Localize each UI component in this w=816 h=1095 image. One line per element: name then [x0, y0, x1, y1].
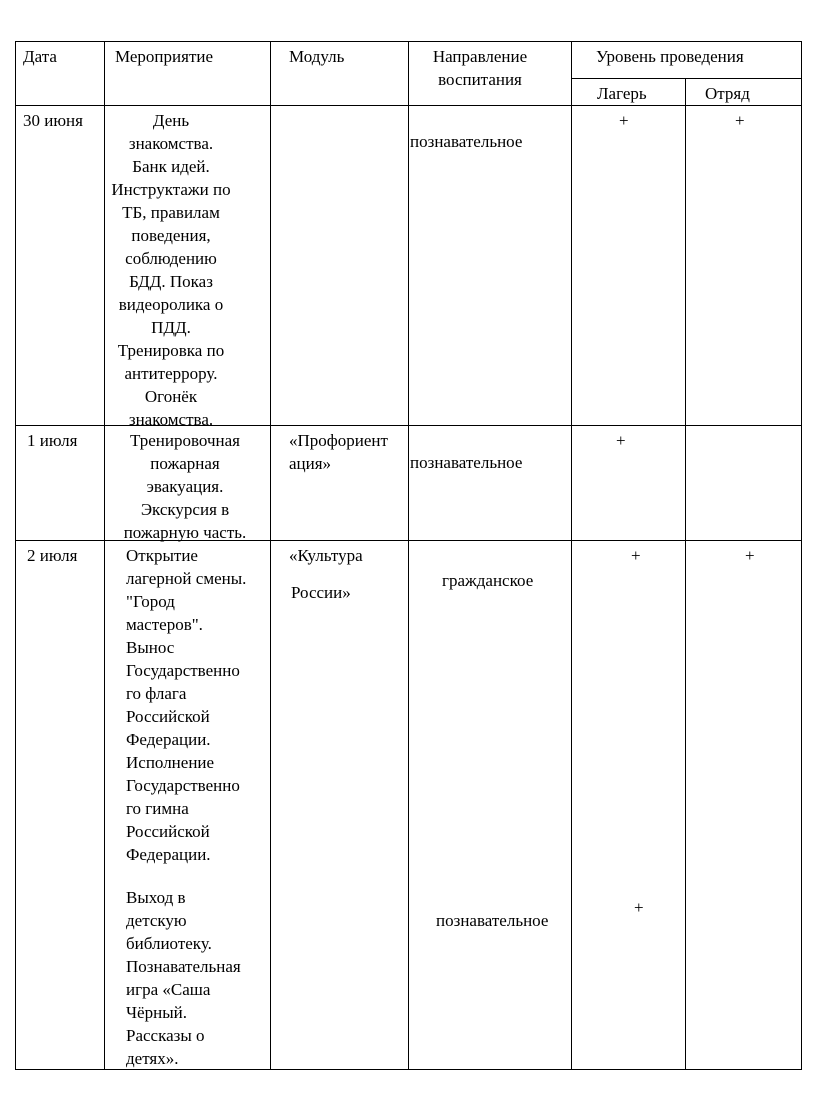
col-divider-camp: [685, 78, 686, 1070]
header-squad: Отряд: [705, 84, 750, 103]
row2-date: 1 июля: [27, 431, 78, 450]
row1-squad: +: [735, 111, 745, 130]
row3-module-line1: «Культура: [289, 546, 363, 565]
row3-date: 2 июля: [27, 546, 78, 565]
row3-direction-part2: познавательное: [436, 911, 549, 930]
row3-direction-part1: гражданское: [442, 571, 534, 590]
row3-event-part2: Выход в детскую библиотеку. Познавательная игра «Саша Чёрный. Рассказы о детях».: [126, 888, 241, 1068]
row3-squad: +: [745, 546, 755, 565]
col-divider-direction: [571, 41, 572, 1070]
row2-camp: +: [616, 431, 626, 450]
header-event: Мероприятие: [115, 47, 214, 66]
col-divider-event: [270, 41, 271, 1070]
header-date: Дата: [23, 47, 57, 66]
level-subheader-divider: [571, 78, 801, 79]
row3-module-line2: России»: [291, 583, 351, 602]
header-level: Уровень проведения: [596, 47, 744, 66]
header-direction: Направление воспитания: [432, 47, 528, 89]
row2-direction: познавательное: [410, 453, 523, 472]
row3-event-part1: Открытие лагерной смены. "Город мастеров". Вынос Государственно го флага Российской Федерации. Исполнение Государственно го гимна Российской Федерации.: [126, 546, 247, 864]
row1-date: 30 июня: [23, 111, 83, 130]
row1-camp: +: [619, 111, 629, 130]
table-left-border: [15, 41, 16, 1070]
col-divider-module: [408, 41, 409, 1070]
header-camp: Лагерь: [597, 84, 647, 103]
row3-camp-part1: +: [631, 546, 641, 565]
row1-event: День знакомства. Банк идей. Инструктажи по ТБ, правилам поведения, соблюдению БДД. Показ видеоролика о ПДД. Тренировка по антитеррору. Огонёк знакомства.: [111, 111, 231, 429]
row2-module: «Профориент ация»: [289, 431, 388, 473]
row2-event: Тренировочная пожарная эвакуация. Экскурсия в пожарную часть.: [123, 431, 247, 542]
row1-direction: познавательное: [410, 132, 523, 151]
table-right-border: [801, 41, 802, 1070]
row3-camp-part2: +: [634, 898, 644, 917]
header-module: Модуль: [289, 47, 345, 66]
